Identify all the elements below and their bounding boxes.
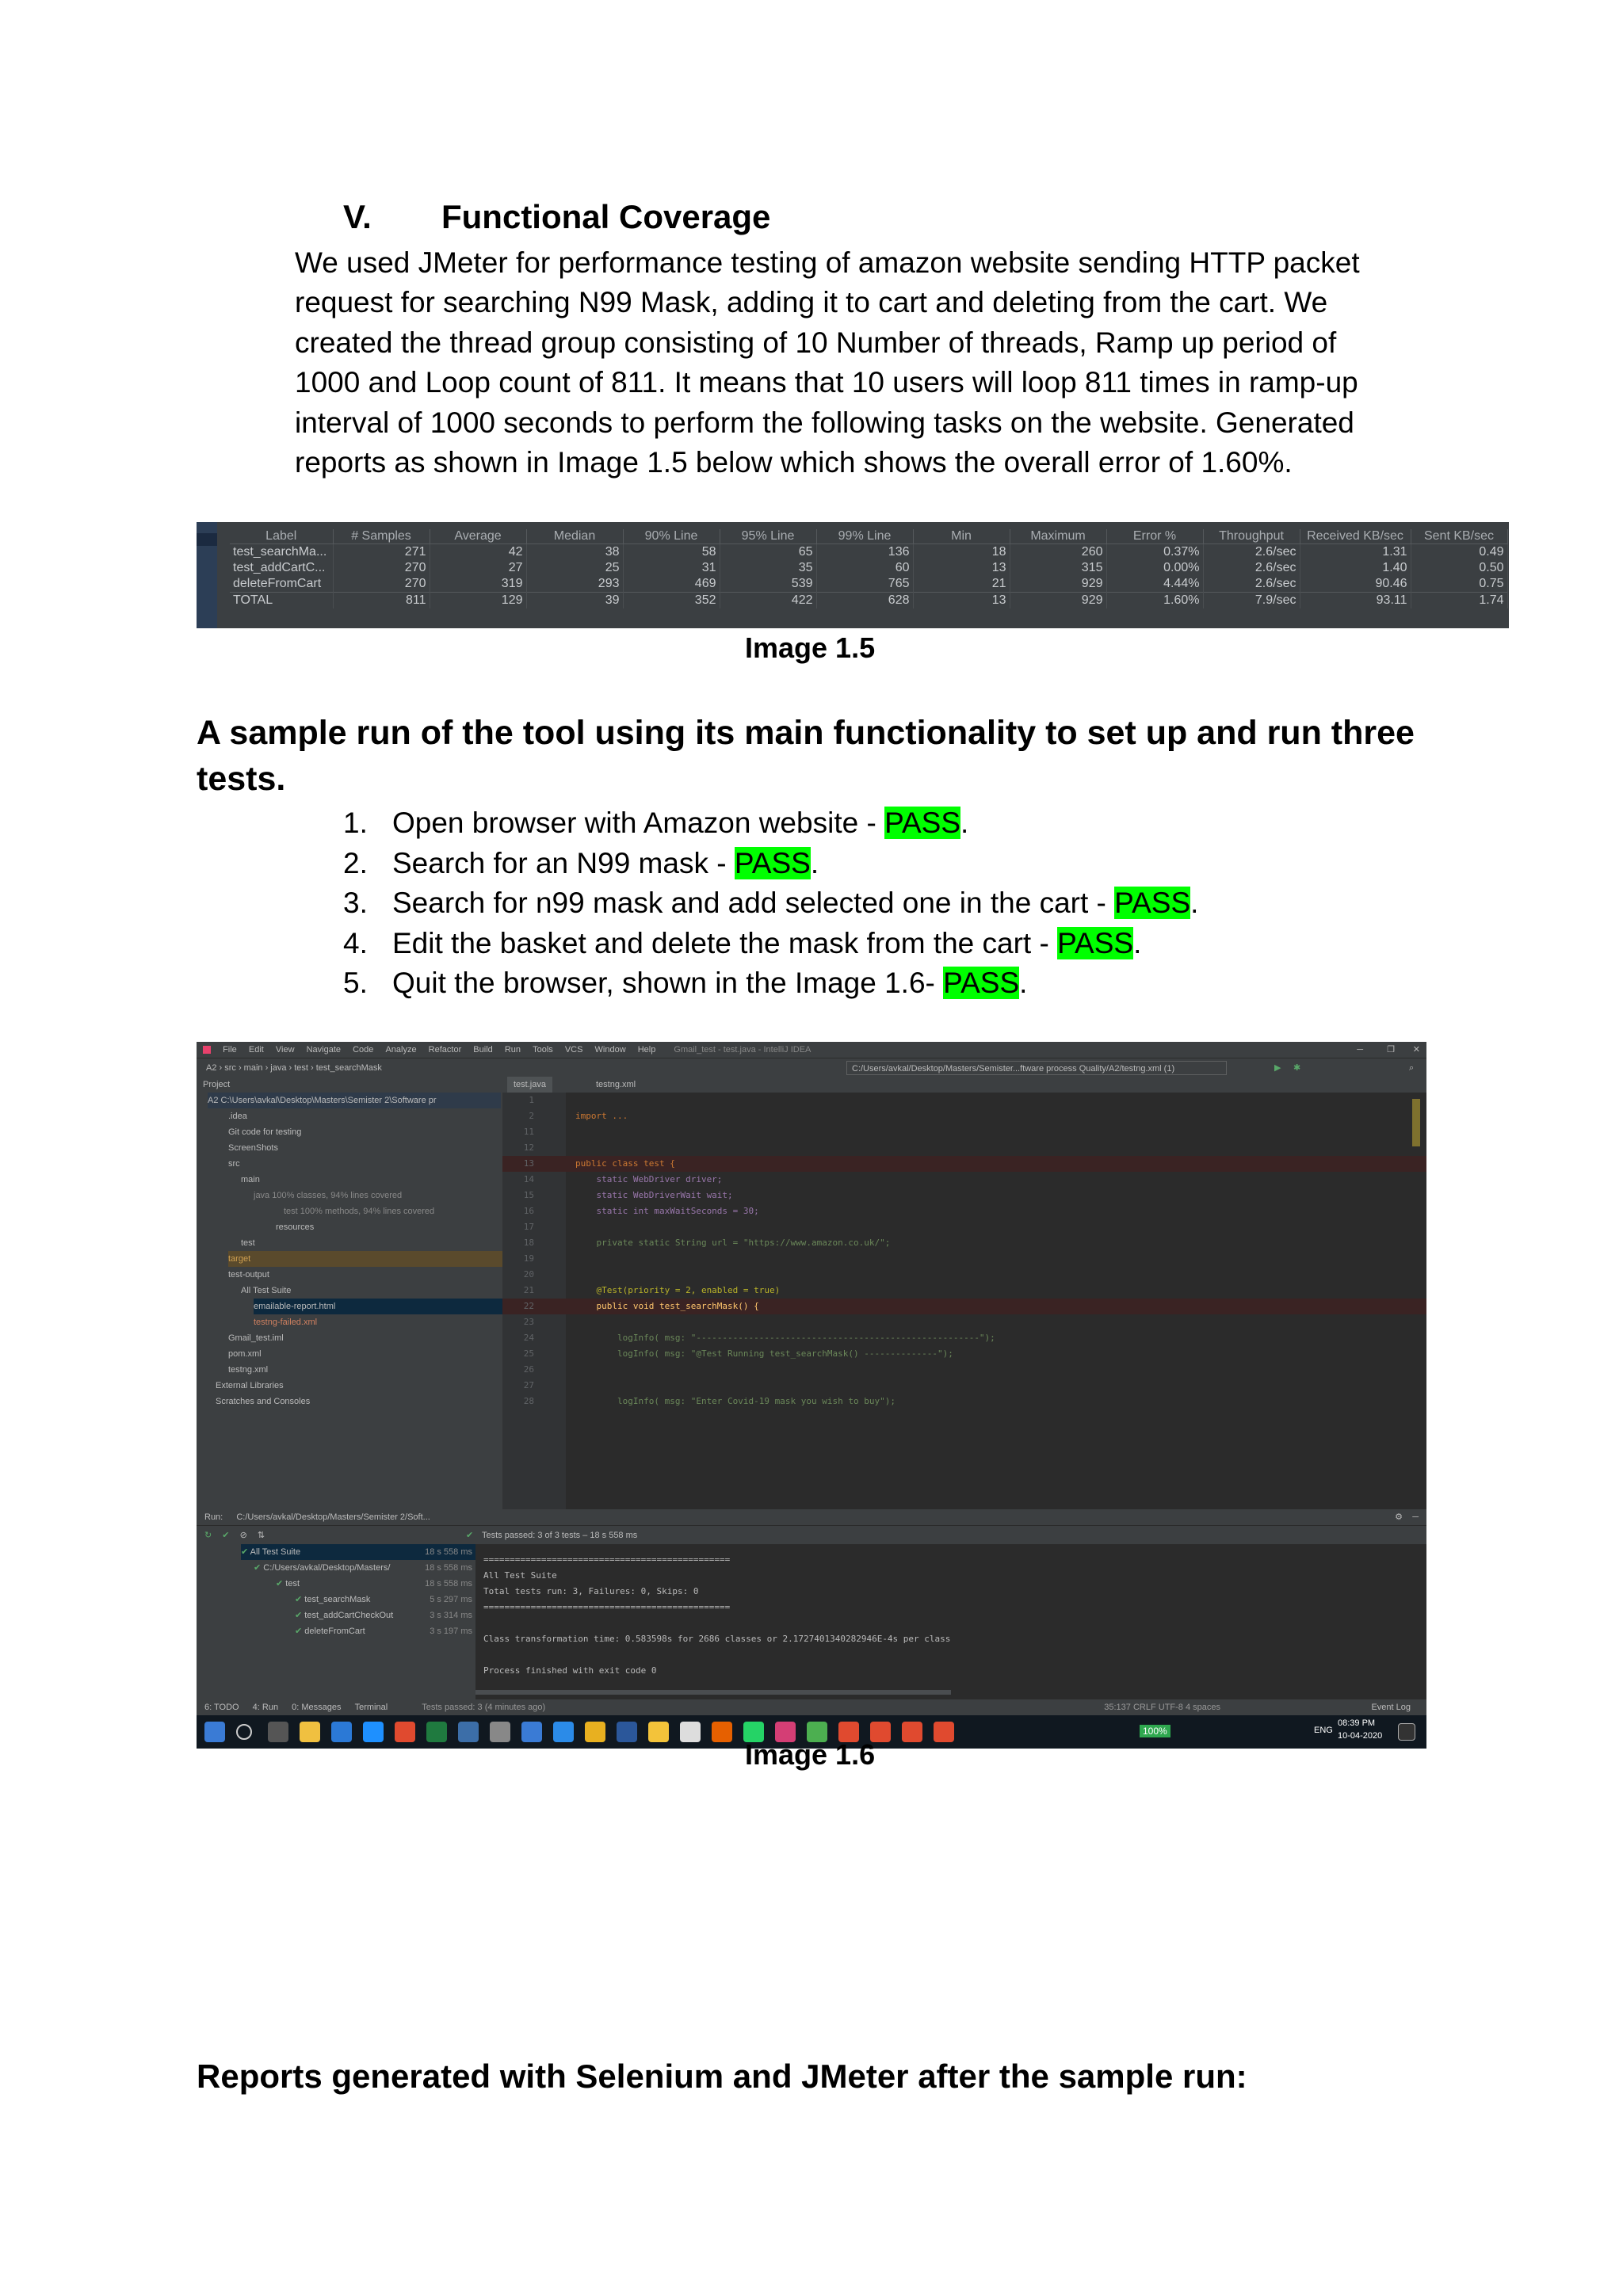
- line-number: 17: [523, 1222, 534, 1232]
- edge-icon[interactable]: [553, 1722, 574, 1742]
- line-text: import ...: [575, 1111, 628, 1121]
- table-cell: 136: [816, 544, 913, 561]
- result-label: C:/Users/avkal/Desktop/Masters/: [263, 1563, 391, 1573]
- step-number: 5.: [343, 967, 368, 999]
- line-number: 12: [523, 1142, 534, 1153]
- tree-node-testng[interactable]: testng.xml: [228, 1365, 269, 1375]
- tree-node-a2[interactable]: A2 C:\Users\avkal\Desktop\Masters\Semister 2\Software pr: [208, 1093, 501, 1108]
- run-tab[interactable]: C:/Users/avkal/Desktop/Masters/Semister 2/Soft...: [236, 1512, 430, 1522]
- tree-node-result[interactable]: ✔ test 18 s 558 ms: [276, 1576, 475, 1592]
- step-number: 4.: [343, 926, 368, 959]
- check-icon: ✔: [466, 1531, 474, 1540]
- table-cell: 21: [913, 576, 1010, 593]
- paragraph-line: We used JMeter for performance testing of amazon website sending HTTP packet: [295, 246, 1360, 279]
- tool-tab-run[interactable]: 4: Run: [252, 1703, 279, 1712]
- line-text: static WebDriver driver;: [575, 1174, 723, 1184]
- table-cell: 315: [1010, 560, 1106, 576]
- app-icon[interactable]: [585, 1722, 605, 1742]
- table-cell: 18: [913, 544, 1010, 561]
- intro-paragraph: [295, 243, 1428, 482]
- tree-node-target[interactable]: target: [228, 1251, 502, 1267]
- code-line: [502, 1394, 1426, 1409]
- table-cell: 2.6/sec: [1203, 560, 1300, 576]
- result-time: 5 s 297 ms: [430, 1595, 472, 1604]
- table-cell: 1.40: [1300, 560, 1411, 576]
- tree-node-result[interactable]: ✔ deleteFromCart 3 s 197 ms: [295, 1623, 475, 1639]
- result-time: 18 s 558 ms: [425, 1563, 472, 1573]
- tree-node-git-code[interactable]: Git code for testing: [228, 1127, 302, 1137]
- tree-node-src[interactable]: src: [228, 1159, 240, 1169]
- table-cell: 811: [333, 593, 430, 609]
- run-label: Run:: [204, 1512, 223, 1522]
- tree-node-screenshots[interactable]: ScreenShots: [228, 1143, 278, 1153]
- table-cell: 271: [333, 544, 430, 561]
- section-title: Functional Coverage: [441, 198, 771, 235]
- code-line: [502, 1267, 1426, 1283]
- menu-item-edit[interactable]: Edit: [248, 1045, 264, 1055]
- table-cell: 469: [623, 576, 720, 593]
- column-header[interactable]: Error %: [1106, 529, 1203, 544]
- run-console[interactable]: [475, 1544, 1426, 1699]
- column-header[interactable]: 95% Line: [720, 529, 816, 544]
- gear-icon[interactable]: ⚙: [1395, 1512, 1403, 1522]
- show-passed-icon[interactable]: ✔: [222, 1531, 230, 1540]
- tree-node-result[interactable]: ✔ All Test Suite 18 s 558 ms: [241, 1544, 475, 1560]
- line-number: 28: [523, 1396, 534, 1406]
- intellij-screenshot: [197, 1042, 1426, 1741]
- code-line: [502, 1108, 1426, 1124]
- table-cell: TOTAL: [230, 593, 333, 609]
- step-period: .: [960, 807, 969, 839]
- status-right-info[interactable]: 35:137 CRLF UTF-8 4 spaces: [1104, 1703, 1220, 1712]
- menu-item-code[interactable]: Code: [353, 1045, 374, 1055]
- table-cell: 4.44%: [1106, 576, 1203, 593]
- console-line: Class transformation time: 0.583598s for 2686 classes or 2.1727401340282946E-4s per class: [483, 1634, 951, 1644]
- jmeter-side-strip-mark: [197, 533, 217, 546]
- ide-status-bar: [197, 1699, 1426, 1715]
- tree-node-idea[interactable]: .idea: [228, 1112, 247, 1121]
- table-cell: 90.46: [1300, 576, 1411, 593]
- line-number: 19: [523, 1253, 534, 1264]
- line-number: 23: [523, 1317, 534, 1327]
- table-cell: 93.11: [1300, 593, 1411, 609]
- notepad-icon[interactable]: [680, 1722, 701, 1742]
- table-cell: 422: [720, 593, 816, 609]
- chrome-icon[interactable]: [902, 1722, 922, 1742]
- chrome-icon[interactable]: [934, 1722, 954, 1742]
- console-line: All Test Suite: [483, 1570, 557, 1581]
- code-line: [502, 1188, 1426, 1203]
- tree-node-all-test-suite[interactable]: All Test Suite: [241, 1286, 292, 1295]
- step-text: Search for n99 mask and add selected one in the cart -: [392, 887, 1115, 919]
- status-message: Tests passed: 3 (4 minutes ago): [422, 1703, 546, 1712]
- tree-node-scratches[interactable]: Scratches and Consoles: [216, 1397, 311, 1406]
- code-line: [502, 1330, 1426, 1346]
- line-number: 22: [523, 1301, 534, 1311]
- tab-test-java[interactable]: test.java: [507, 1077, 552, 1093]
- console-line: ===============================================: [483, 1602, 731, 1612]
- jmeter-summary-table: [230, 529, 1508, 608]
- result-label: test_searchMask: [304, 1595, 371, 1604]
- column-header[interactable]: Maximum: [1010, 529, 1106, 544]
- rerun-icon[interactable]: ↻: [204, 1531, 212, 1540]
- table-cell: test_searchMa...: [230, 544, 333, 561]
- tool-tab-terminal[interactable]: Terminal: [354, 1703, 388, 1712]
- step-period: .: [810, 846, 819, 879]
- paragraph-line: 1000 and Loop count of 811. It means that 10 users will loop 811 times in ramp-up: [295, 366, 1358, 399]
- line-text: static WebDriverWait wait;: [575, 1190, 733, 1200]
- line-number: 26: [523, 1364, 534, 1375]
- tree-node-test-output[interactable]: test-output: [228, 1270, 269, 1280]
- menu-item-tools[interactable]: Tools: [533, 1045, 553, 1055]
- result-label: test: [285, 1579, 300, 1589]
- code-line: [502, 1235, 1426, 1251]
- table-cell: 270: [333, 560, 430, 576]
- table-row[interactable]: [230, 544, 1507, 561]
- line-text: static int maxWaitSeconds = 30;: [575, 1206, 759, 1216]
- tree-node-external-libraries[interactable]: External Libraries: [216, 1381, 284, 1390]
- menu-item-analyze[interactable]: Analyze: [385, 1045, 417, 1055]
- column-header[interactable]: Received KB/sec: [1300, 529, 1411, 544]
- table-cell: 1.74: [1411, 593, 1507, 609]
- line-number: 1: [529, 1095, 534, 1105]
- project-panel-title[interactable]: Project: [203, 1080, 231, 1089]
- column-header[interactable]: # Samples: [333, 529, 430, 544]
- code-line: [502, 1140, 1426, 1156]
- pass-badge: PASS: [1114, 887, 1191, 919]
- line-text: private static String url = "https://www.amazon.co.uk/";: [575, 1238, 891, 1248]
- column-header[interactable]: Min: [913, 529, 1010, 544]
- tree-node-result[interactable]: ✔ test_searchMask 5 s 297 ms: [295, 1592, 475, 1608]
- table-cell: 539: [720, 576, 816, 593]
- table-cell: 38: [526, 544, 623, 561]
- debug-icon[interactable]: ✱: [1293, 1063, 1301, 1073]
- table-cell: 628: [816, 593, 913, 609]
- tree-node-test[interactable]: test: [241, 1238, 255, 1248]
- console-horizontal-scrollbar[interactable]: [475, 1690, 951, 1695]
- table-cell: 0.75: [1411, 576, 1507, 593]
- reports-heading: Reports generated with Selenium and JMeter after the sample run:: [197, 2058, 1247, 2095]
- code-line: [502, 1156, 1426, 1172]
- run-panel-header: [197, 1509, 1426, 1525]
- intellij-logo-icon: [203, 1046, 211, 1054]
- hide-panel-icon[interactable]: ─: [1412, 1512, 1419, 1522]
- code-line: [502, 1299, 1426, 1314]
- sort-icon[interactable]: ⇅: [257, 1531, 265, 1540]
- code-line: [502, 1378, 1426, 1394]
- code-editor: [502, 1077, 1426, 1509]
- stop-icon[interactable]: ⊘: [239, 1531, 247, 1540]
- ide-menu-bar: [197, 1042, 1426, 1058]
- column-header[interactable]: Median: [526, 529, 623, 544]
- line-number: 11: [523, 1127, 534, 1137]
- line-text: logInfo( msg: "@Test Running test_searchMask() --------------");: [575, 1348, 953, 1359]
- menu-item-run[interactable]: Run: [504, 1045, 521, 1055]
- chrome-icon[interactable]: [395, 1722, 415, 1742]
- result-time: 3 s 197 ms: [430, 1627, 472, 1636]
- table-cell: 60: [816, 560, 913, 576]
- result-label: All Test Suite: [250, 1547, 301, 1557]
- table-cell: 0.37%: [1106, 544, 1203, 561]
- tree-node-java[interactable]: java 100% classes, 94% lines covered: [254, 1191, 403, 1200]
- tool-tab-messages[interactable]: 0: Messages: [292, 1703, 342, 1712]
- table-cell: 270: [333, 576, 430, 593]
- firefox-icon[interactable]: [712, 1722, 732, 1742]
- test-results-tree: [197, 1544, 475, 1699]
- code-line: [502, 1283, 1426, 1299]
- step-number: 1.: [343, 807, 368, 839]
- line-number: 25: [523, 1348, 534, 1359]
- code-line: [502, 1172, 1426, 1188]
- paragraph-line: created the thread group consisting of 10 Number of threads, Ramp up period of: [295, 326, 1337, 359]
- word-icon[interactable]: [617, 1722, 637, 1742]
- window-title: Gmail_test - test.java - IntelliJ IDEA: [674, 1045, 812, 1055]
- menu-item-help[interactable]: Help: [637, 1045, 656, 1055]
- table-cell: 352: [623, 593, 720, 609]
- line-text: public class test {: [575, 1158, 675, 1169]
- task-view-icon[interactable]: [268, 1722, 288, 1742]
- column-header[interactable]: Throughput: [1203, 529, 1300, 544]
- result-label: deleteFromCart: [304, 1627, 365, 1636]
- tree-node-testng-failed[interactable]: testng-failed.xml: [254, 1318, 318, 1327]
- menu-item-navigate[interactable]: Navigate: [306, 1045, 342, 1055]
- line-text: logInfo( msg: "------------------------------------------------------");: [575, 1333, 995, 1343]
- code-line: [502, 1093, 1426, 1108]
- menu-item-window[interactable]: Window: [594, 1045, 626, 1055]
- breadcrumb[interactable]: A2 › src › main › java › test › test_searchMask: [206, 1063, 382, 1073]
- table-cell: 929: [1010, 593, 1106, 609]
- code-line: [502, 1124, 1426, 1140]
- list-item: [343, 883, 1198, 924]
- paragraph-line: reports as shown in Image 1.5 below which shows the overall error of 1.60%.: [295, 446, 1293, 479]
- table-row[interactable]: [230, 576, 1507, 593]
- tree-node-test-class[interactable]: test 100% methods, 94% lines covered: [284, 1207, 435, 1216]
- step-number: 3.: [343, 887, 368, 919]
- search-icon[interactable]: ⌕: [1409, 1063, 1415, 1073]
- run-toolbar: [197, 1525, 1426, 1544]
- table-cell: 319: [430, 576, 526, 593]
- list-item: [343, 963, 1198, 1004]
- line-text: logInfo( msg: "Enter Covid-19 mask you wish to buy");: [575, 1396, 896, 1406]
- editor-tab-bar: [502, 1077, 1426, 1093]
- table-cell: 2.6/sec: [1203, 544, 1300, 561]
- table-cell: 929: [1010, 576, 1106, 593]
- menu-item-build[interactable]: Build: [473, 1045, 493, 1055]
- event-log-button[interactable]: Event Log: [1371, 1703, 1411, 1712]
- run-icon[interactable]: ▶: [1274, 1063, 1281, 1073]
- tree-node-main[interactable]: main: [241, 1175, 260, 1184]
- list-item: [343, 924, 1198, 964]
- table-cell: 1.31: [1300, 544, 1411, 561]
- step-text: Edit the basket and delete the mask from the cart -: [392, 926, 1058, 959]
- line-number: 2: [529, 1111, 534, 1121]
- code-line: [502, 1362, 1426, 1378]
- table-cell: 13: [913, 593, 1010, 609]
- step-period: .: [1133, 926, 1142, 959]
- table-cell: 0.49: [1411, 544, 1507, 561]
- image-caption-1-5: Image 1.5: [745, 631, 876, 664]
- clock-time[interactable]: 08:39 PM: [1338, 1718, 1376, 1728]
- console-line: ===============================================: [483, 1554, 731, 1565]
- menu-item-file[interactable]: File: [223, 1045, 237, 1055]
- tree-node-gmail-iml[interactable]: Gmail_test.iml: [228, 1333, 284, 1343]
- table-cell: 129: [430, 593, 526, 609]
- windows-start-icon[interactable]: [204, 1722, 225, 1742]
- line-number: 21: [523, 1285, 534, 1295]
- column-header[interactable]: 99% Line: [816, 529, 913, 544]
- list-item: [343, 844, 1198, 884]
- menu-item-vcs[interactable]: VCS: [564, 1045, 583, 1055]
- table-row-total[interactable]: [230, 593, 1507, 609]
- excel-icon[interactable]: [426, 1722, 447, 1742]
- list-item: [343, 803, 1198, 844]
- test-steps-list: [343, 803, 1198, 1004]
- table-cell: 260: [1010, 544, 1106, 561]
- app-icon[interactable]: [490, 1722, 510, 1742]
- run-config-select[interactable]: C:/Users/avkal/Desktop/Masters/Semister...ftware process Quality/A2/testng.xml (1): [846, 1061, 1227, 1075]
- column-header[interactable]: Average: [430, 529, 526, 544]
- code-line: [502, 1219, 1426, 1235]
- table-row[interactable]: [230, 560, 1507, 576]
- tests-passed-summary: Tests passed: 3 of 3 tests – 18 s 558 ms: [482, 1531, 638, 1540]
- pass-badge: PASS: [943, 967, 1020, 999]
- jmeter-header-row: [230, 529, 1507, 544]
- battery-indicator[interactable]: 100%: [1140, 1725, 1170, 1737]
- table-cell: 7.9/sec: [1203, 593, 1300, 609]
- line-number: 24: [523, 1333, 534, 1343]
- mail-icon[interactable]: [363, 1722, 384, 1742]
- line-text: @Test(priority = 2, enabled = true): [575, 1285, 781, 1295]
- tab-testng-xml[interactable]: testng.xml: [596, 1080, 636, 1089]
- step-text: Open browser with Amazon website -: [392, 807, 885, 839]
- app-icon[interactable]: [521, 1722, 542, 1742]
- table-cell: 0.50: [1411, 560, 1507, 576]
- pass-badge: PASS: [1057, 926, 1134, 959]
- code-line: [502, 1203, 1426, 1219]
- minimize-icon[interactable]: ─: [1357, 1045, 1363, 1055]
- table-cell: 2.6/sec: [1203, 576, 1300, 593]
- file-explorer-icon[interactable]: [648, 1722, 669, 1742]
- result-time: 18 s 558 ms: [425, 1547, 472, 1557]
- tree-node-emailable-report[interactable]: emailable-report.html: [254, 1299, 502, 1314]
- close-icon[interactable]: ✕: [1412, 1045, 1420, 1055]
- step-period: .: [1190, 887, 1199, 919]
- table-cell: 0.00%: [1106, 560, 1203, 576]
- line-number: 13: [523, 1158, 534, 1169]
- language-indicator[interactable]: ENG: [1314, 1726, 1333, 1735]
- tree-node-result[interactable]: ✔ test_addCartCheckOut 3 s 314 ms: [295, 1608, 475, 1623]
- table-cell: 13: [913, 560, 1010, 576]
- menu-item-view[interactable]: View: [275, 1045, 295, 1055]
- table-cell: 58: [623, 544, 720, 561]
- column-header[interactable]: Label: [230, 529, 333, 544]
- tree-node-result[interactable]: ✔ C:/Users/avkal/Desktop/Masters/ 18 s 558 ms: [254, 1560, 475, 1576]
- line-number: 16: [523, 1206, 534, 1216]
- line-text: public void test_searchMask() {: [575, 1301, 759, 1311]
- table-cell: 35: [720, 560, 816, 576]
- code-line: [502, 1346, 1426, 1362]
- project-panel: [197, 1077, 502, 1509]
- table-cell: deleteFromCart: [230, 576, 333, 593]
- section-number: V.: [343, 198, 372, 235]
- store-icon[interactable]: [300, 1722, 320, 1742]
- image-caption-1-6: Image 1.6: [745, 1738, 876, 1771]
- paragraph-line: interval of 1000 seconds to perform the following tasks on the website. Generated: [295, 406, 1354, 439]
- table-cell: 25: [526, 560, 623, 576]
- tool-tab-todo[interactable]: 6: TODO: [204, 1703, 239, 1712]
- table-cell: 27: [430, 560, 526, 576]
- search-icon[interactable]: [236, 1724, 252, 1740]
- editor-scroll-marker[interactable]: [1412, 1099, 1420, 1146]
- navigation-bar: [197, 1058, 1426, 1077]
- line-number: 18: [523, 1238, 534, 1248]
- console-line: Total tests run: 3, Failures: 0, Skips: 0: [483, 1586, 699, 1596]
- line-number: 20: [523, 1269, 534, 1280]
- paragraph-line: request for searching N99 Mask, adding it to cart and deleting from the cart. We: [295, 286, 1328, 319]
- tree-node-resources[interactable]: resources: [276, 1222, 315, 1232]
- maximize-icon[interactable]: ❐: [1387, 1045, 1395, 1055]
- step-period: .: [1019, 967, 1028, 999]
- clock-date[interactable]: 10-04-2020: [1338, 1731, 1383, 1741]
- table-cell: 39: [526, 593, 623, 609]
- result-label: test_addCartCheckOut: [304, 1611, 394, 1620]
- result-time: 3 s 314 ms: [430, 1611, 472, 1620]
- sample-run-heading: A sample run of the tool using its main functionality to set up and run three tests.: [197, 714, 1415, 798]
- line-number: 14: [523, 1174, 534, 1184]
- code-line: [502, 1314, 1426, 1330]
- step-number: 2.: [343, 846, 368, 879]
- pass-badge: PASS: [734, 846, 811, 879]
- line-number: 27: [523, 1380, 534, 1390]
- table-cell: 765: [816, 576, 913, 593]
- app-icon[interactable]: [458, 1722, 479, 1742]
- jmeter-summary-screenshot: [197, 522, 1509, 628]
- result-time: 18 s 558 ms: [425, 1579, 472, 1589]
- tree-node-pom[interactable]: pom.xml: [228, 1349, 262, 1359]
- column-header[interactable]: 90% Line: [623, 529, 720, 544]
- line-number: 15: [523, 1190, 534, 1200]
- code-area[interactable]: [502, 1093, 1426, 1509]
- table-cell: 1.60%: [1106, 593, 1203, 609]
- console-line: Process finished with exit code 0: [483, 1665, 657, 1676]
- table-cell: 42: [430, 544, 526, 561]
- table-cell: 31: [623, 560, 720, 576]
- menu-item-refactor[interactable]: Refactor: [428, 1045, 462, 1055]
- column-header[interactable]: Sent KB/sec: [1411, 529, 1507, 544]
- app-l-icon[interactable]: [331, 1722, 352, 1742]
- table-cell: 65: [720, 544, 816, 561]
- pass-badge: PASS: [884, 807, 961, 839]
- table-cell: 293: [526, 576, 623, 593]
- step-text: Search for an N99 mask -: [392, 846, 735, 879]
- notification-icon[interactable]: [1398, 1723, 1415, 1741]
- code-line: [502, 1251, 1426, 1267]
- table-cell: test_addCartC...: [230, 560, 333, 576]
- step-text: Quit the browser, shown in the Image 1.6-: [392, 967, 944, 999]
